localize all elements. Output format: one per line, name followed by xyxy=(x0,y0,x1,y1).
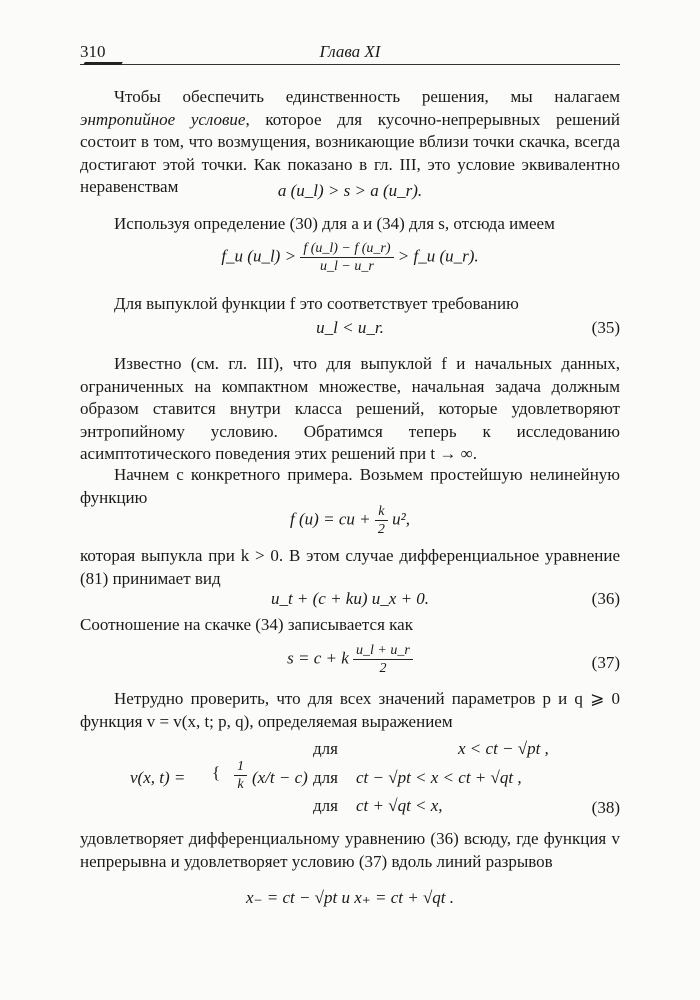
fraction-difference-quotient: $\frac{f (u\_l) - f (u\_r)}{u\_l - u\_r}$ xyxy=(300,240,393,275)
eq38-dla-3: для xyxy=(313,796,338,815)
eq38-cond-1: x < ct − √pt , xyxy=(458,739,549,758)
eq38-case2-frac: $\frac{1}{k}$ xyxy=(234,758,247,793)
emphasis-entropy: энтропийное условие xyxy=(80,109,246,129)
page-number: 310 xyxy=(80,42,106,61)
paragraph-satisfies: удовлетворяет дифференциальному уравнению (36) всюду, где функция v непрерывна и удовлетворяет условию (37) вдоль линий разрывов xyxy=(80,829,620,871)
equation-f: f (u) = cu + $\frac{k}{2}$ u², xyxy=(290,504,410,537)
eq38-dla-1: для xyxy=(313,739,338,758)
header-rule xyxy=(80,64,620,65)
eq38-case2-expr: (x/t − c) xyxy=(252,768,308,787)
equation-number-37: (37) xyxy=(591,653,620,672)
equation-36: u_t + (c + ku) u_x + 0. xyxy=(270,589,430,608)
equation-number-36: (36) xyxy=(591,589,620,608)
running-head: Глава XI xyxy=(319,42,381,61)
equation-inequality: a (u_l) > s > a (u_r). xyxy=(277,181,423,200)
paragraph-convex-k: которая выпукла при k > 0. В этом случае дифференциальное уравнение (81) принимает вид xyxy=(80,546,620,588)
equation-number-35: (35) xyxy=(591,318,620,337)
paragraph-example: Начнем с конкретного примера. Возьмем простейшую нелинейную функцию xyxy=(80,465,620,507)
equation-fu: f_u (u_l) > $\frac{f (u\_l) - f (u\_r)}{u\_l - u\_r}$ > f_u (u_r). xyxy=(221,241,479,274)
eq38-cond-3: ct + √qt < x, xyxy=(356,796,443,815)
paragraph-known: Известно (см. гл. III), что для выпуклой f и начальных данных, ограниченных на компактном множестве, начальная задача должным образом ставится внутри класса решений, которые удовлетворяют энтропийному условию. Обратимся теперь к исследованию асимптотического поведения этих решений при t → ∞. xyxy=(80,354,620,463)
paragraph-verify: Нетрудно проверить, что для всех значений параметров p и q ⩾ 0 функция v = v(x, t; p, q), определяемая выражением xyxy=(80,689,620,731)
eq38-brace: { xyxy=(212,763,221,782)
paragraph-convex: Для выпуклой функции f это соответствует требованию xyxy=(114,294,519,313)
fraction-average: $\frac{u\_l + u\_r}{2}$ xyxy=(353,642,413,677)
eq38-lhs: v(x, t) = xyxy=(130,768,186,787)
eq38-cond-2: ct − √pt < x < ct + √qt , xyxy=(356,768,522,787)
equation-number-38: (38) xyxy=(591,798,620,817)
equation-35: u_l < u_r. xyxy=(316,318,384,337)
paragraph-definition: Используя определение (30) для a и (34) для s, отсюда имеем xyxy=(114,214,555,233)
fraction-k-over-2: $\frac{k}{2}$ xyxy=(375,503,388,538)
paragraph-entropy-condition: Чтобы обеспечить единственность решения, мы налагаем энтропийное условие, которое для кусочно-непрерывных решений состоит в том, что возмущения, возникающие вблизи точки скачка, всегда достигают этой точки. Как показано в гл. III, это условие эквивалентно неравенствам xyxy=(80,87,620,196)
equation-37: s = c + k $\frac{u\_l + u\_r}{2}$ xyxy=(80,642,620,677)
page-header xyxy=(80,42,620,66)
equation-discontinuities: x₋ = ct − √pt и x₊ = ct + √qt . xyxy=(245,888,455,907)
header-rule-mark xyxy=(83,62,123,65)
eq38-dla-2: для xyxy=(313,768,338,787)
paragraph-jump: Соотношение на скачке (34) записывается как xyxy=(80,615,413,634)
